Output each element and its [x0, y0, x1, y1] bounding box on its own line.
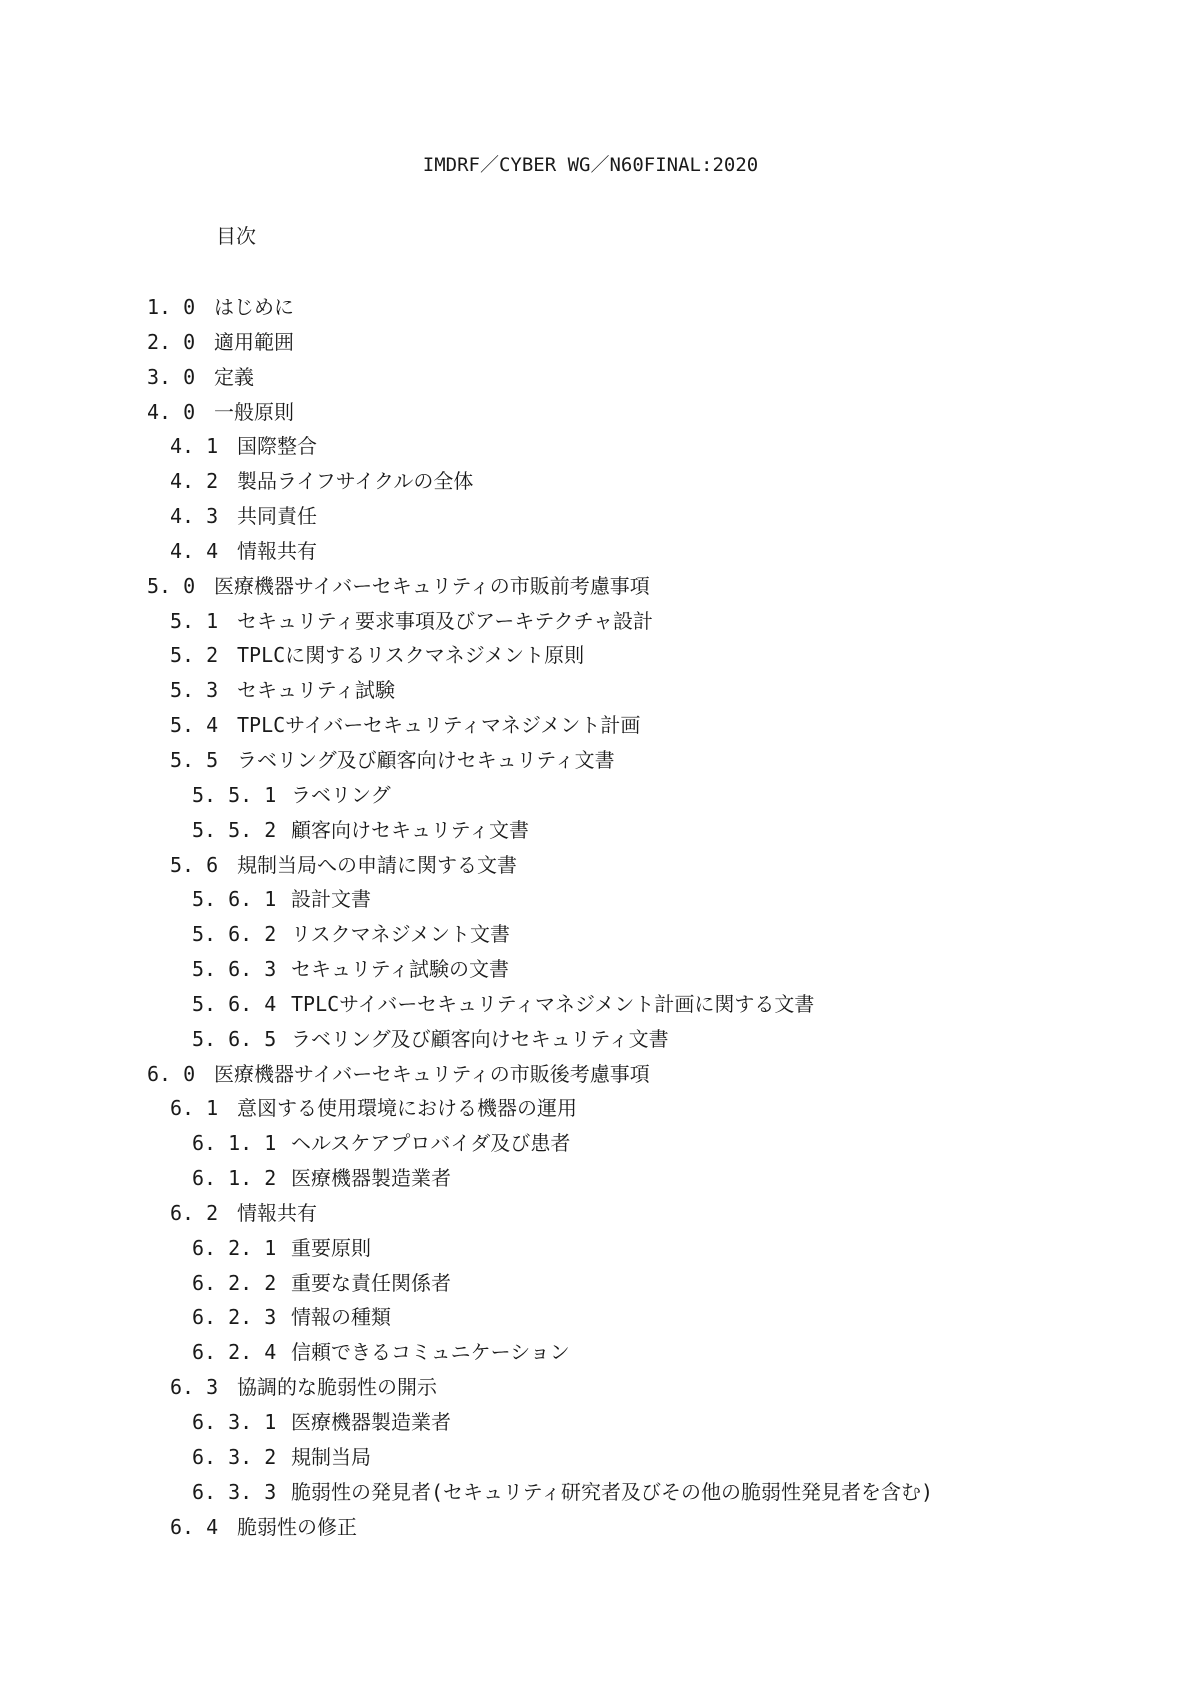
toc-entry [0, 1510, 933, 1545]
toc-entry-number: 6. 2 [170, 1200, 219, 1225]
toc-entry-title: 適用範囲 [214, 329, 294, 354]
toc-entry-number: 5. 0 [147, 573, 196, 598]
toc-entry [0, 1161, 933, 1196]
toc-entry-number: 5. 2 [170, 643, 219, 668]
toc-entry-title: TPLCに関するリスクマネジメント原則 [237, 643, 585, 668]
toc-entry [0, 569, 933, 604]
toc-entry [0, 1126, 933, 1161]
toc-entry-number: 6. 2. 4 [192, 1340, 277, 1365]
toc-entry [0, 1266, 933, 1301]
toc-entry-title: 規制当局 [291, 1444, 371, 1469]
toc-entry-number: 2. 0 [147, 329, 196, 354]
toc-entry-title: ラベリング [291, 782, 391, 807]
toc-entry [0, 778, 933, 813]
toc-entry-title: ラベリング及び顧客向けセキュリティ文書 [291, 1026, 669, 1051]
toc-entry-title: TPLCサイバーセキュリティマネジメント計画 [237, 713, 641, 738]
toc-entry [0, 1300, 933, 1335]
toc-entry-title: 重要な責任関係者 [291, 1270, 451, 1295]
toc-entry-number: 4. 0 [147, 399, 196, 424]
toc-entry-title: ラベリング及び顧客向けセキュリティ文書 [237, 747, 615, 772]
toc-entry-title: 意図する使用環境における機器の運用 [237, 1096, 577, 1121]
toc-entry-number: 1. 0 [147, 295, 196, 319]
toc-entry [0, 1335, 933, 1370]
toc-entry-title: セキュリティ試験 [237, 678, 395, 703]
toc-entry-number: 5. 5. 1 [192, 782, 277, 807]
toc-entry-number: 5. 4 [170, 713, 219, 738]
document-header: IMDRF／CYBER WG／N60FINAL:2020 [422, 154, 759, 176]
toc-entry [0, 882, 933, 917]
toc-entry-number: 5. 5 [170, 747, 219, 772]
toc-entry [0, 813, 933, 848]
toc-entry-title: 脆弱性の修正 [237, 1514, 357, 1539]
toc-entry-number: 6. 2. 2 [192, 1270, 277, 1295]
toc-entry [0, 708, 933, 743]
toc-entry-number: 4. 4 [170, 538, 219, 563]
toc-entry-number: 5. 6. 4 [192, 991, 277, 1016]
toc-entry-number: 6. 3. 2 [192, 1444, 277, 1469]
toc-entry [0, 290, 933, 325]
toc-entry-title: 協調的な脆弱性の開示 [237, 1375, 437, 1400]
toc-entry [0, 395, 933, 430]
toc-entry-number: 5. 6. 5 [192, 1026, 277, 1051]
toc-entry-title: 重要原則 [291, 1235, 371, 1260]
toc-entry-title: 医療機器サイバーセキュリティの市販前考慮事項 [214, 573, 650, 598]
toc-entry [0, 464, 933, 499]
toc-entry [0, 1440, 933, 1475]
toc-entry-title: セキュリティ試験の文書 [291, 957, 509, 982]
toc-entry-number: 5. 6. 2 [192, 922, 277, 947]
toc-entry-title: 脆弱性の発見者(セキュリティ研究者及びその他の脆弱性発見者を含む) [291, 1479, 934, 1504]
toc-entry [0, 743, 933, 778]
toc-entry-title: 定義 [214, 364, 254, 389]
toc-entry-title: 設計文書 [291, 887, 371, 912]
toc-entry [0, 1231, 933, 1266]
toc-entry-number: 4. 1 [170, 434, 219, 459]
toc-entry-title: 一般原則 [214, 399, 294, 424]
toc-entry-number: 5. 1 [170, 608, 219, 633]
toc-entry [0, 1057, 933, 1092]
toc-entry-number: 4. 2 [170, 469, 219, 494]
toc-entry-title: 国際整合 [237, 434, 317, 459]
toc-entry [0, 1196, 933, 1231]
toc-entry-title: ヘルスケアプロバイダ及び患者 [291, 1131, 571, 1156]
toc-entry [0, 325, 933, 360]
toc-entry-number: 6. 3. 1 [192, 1410, 277, 1434]
toc-entry-number: 6. 1. 1 [192, 1131, 277, 1156]
toc-entry-number: 6. 2. 1 [192, 1235, 277, 1260]
toc-entry-title: 信頼できるコミュニケーション [291, 1340, 570, 1365]
toc-entry [0, 987, 933, 1022]
toc-entry [0, 1370, 933, 1405]
toc-entry-title: 情報共有 [237, 538, 317, 563]
toc-entry [0, 1091, 933, 1126]
toc-entry-number: 6. 1. 2 [192, 1166, 277, 1191]
toc-entry-number: 6. 0 [147, 1061, 196, 1086]
toc-entry-number: 6. 4 [170, 1514, 219, 1539]
toc-entry [0, 917, 933, 952]
toc-entry-number: 6. 1 [170, 1096, 219, 1121]
toc-entry-title: リスクマネジメント文書 [291, 922, 510, 947]
toc-entry [0, 604, 933, 639]
toc-entry-title: はじめに [214, 295, 294, 319]
toc-entry [0, 360, 933, 395]
toc-entry [0, 1022, 933, 1057]
toc-entry-number: 6. 2. 3 [192, 1305, 277, 1330]
toc-entry-number: 4. 3 [170, 504, 219, 529]
toc-heading: 目次 [216, 224, 256, 248]
toc-entry [0, 534, 933, 569]
table-of-contents [0, 290, 933, 1544]
toc-entry-number: 5. 6 [170, 852, 219, 877]
toc-entry-title: TPLCサイバーセキュリティマネジメント計画に関する文書 [291, 991, 815, 1016]
toc-entry-number: 6. 3 [170, 1375, 219, 1400]
toc-entry [0, 952, 933, 987]
toc-entry-title: 規制当局への申請に関する文書 [237, 852, 517, 877]
toc-entry-title: 情報共有 [237, 1200, 317, 1225]
toc-entry-number: 6. 3. 3 [192, 1479, 277, 1504]
toc-entry-number: 5. 5. 2 [192, 817, 277, 842]
toc-entry-title: セキュリティ要求事項及びアーキテクチャ設計 [237, 608, 653, 633]
toc-entry-number: 5. 6. 3 [192, 957, 277, 982]
toc-entry-title: 顧客向けセキュリティ文書 [291, 817, 529, 842]
toc-entry-title: 医療機器サイバーセキュリティの市販後考慮事項 [214, 1061, 650, 1086]
toc-entry-number: 3. 0 [147, 364, 196, 389]
toc-entry-title: 医療機器製造業者 [291, 1166, 451, 1191]
toc-entry [0, 429, 933, 464]
toc-entry-title: 情報の種類 [291, 1305, 391, 1330]
toc-entry-number: 5. 3 [170, 678, 219, 703]
toc-entry [0, 1405, 933, 1440]
toc-entry-title: 製品ライフサイクルの全体 [237, 469, 474, 494]
toc-entry-title: 医療機器製造業者 [291, 1410, 451, 1434]
toc-entry [0, 638, 933, 673]
toc-entry-title: 共同責任 [237, 504, 317, 529]
toc-entry [0, 848, 933, 883]
toc-entry [0, 499, 933, 534]
toc-entry-number: 5. 6. 1 [192, 887, 277, 912]
toc-entry [0, 1475, 933, 1510]
toc-entry [0, 673, 933, 708]
